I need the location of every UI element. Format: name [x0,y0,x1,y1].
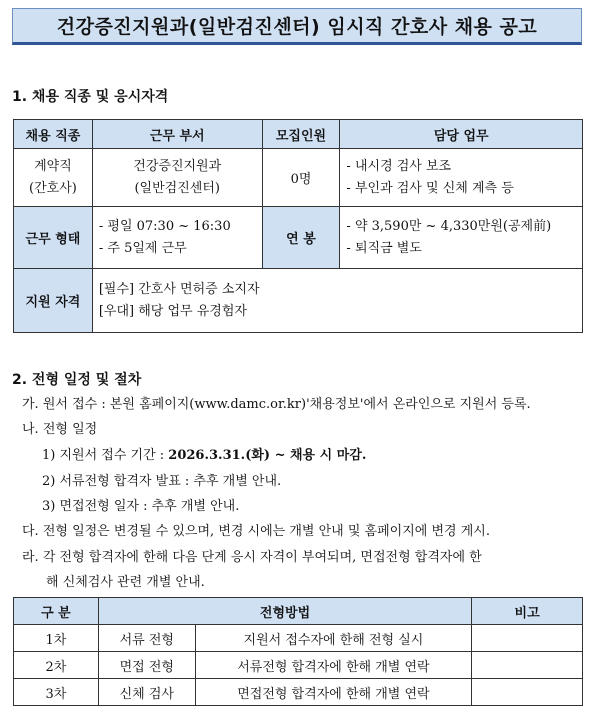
salary-label: 연 봉 [262,207,340,269]
recruitment-header-row [14,120,583,149]
schedule-step-1 [42,444,366,463]
work-form-cell [92,207,262,269]
stage-cell: 3차 [14,679,99,706]
schedule-line: 나. 전형 일정 [22,422,98,437]
selection-process-table [13,597,583,706]
duty-line: - 부인과 검사 및 신체 계측 등 [346,180,514,196]
work-form-line: - 평일 07:30 ~ 16:30 [98,218,231,234]
next-stage-note-cont: 해 신체검사 관련 개별 안내. [46,575,205,590]
work-salary-row [14,207,583,269]
process-row [14,679,583,706]
job-type-cell [14,149,93,207]
job-type-line: (간호사) [29,180,77,196]
department-cell [92,149,262,207]
work-form-line: - 주 5일제 근무 [98,240,187,256]
header-job-type: 채용 직종 [14,120,93,149]
department-line: 건강증진지원과 [133,158,222,174]
header-note: 비고 [472,598,583,625]
schedule-step-3: 3) 면접전형 일자 : 추후 개별 안내. [42,499,240,514]
next-stage-note: 라. 각 전형 합격자에 한해 다음 단계 응시 자격이 부여되며, 면접전형 합격자에 한 [22,550,482,565]
stage-cell: 1차 [14,625,99,652]
step1-label: 1) 지원서 접수 기간 : [42,448,169,463]
section2-heading: 2. 전형 일정 및 절차 [12,372,142,388]
desc-cell: 서류전형 합격자에 한해 개별 연락 [195,652,471,679]
header-department: 근무 부서 [92,120,262,149]
note-cell [472,625,583,652]
qualification-line: [우대] 해당 업무 유경험자 [98,303,247,319]
duties-cell [340,149,583,207]
duty-line: - 내시경 검사 보조 [346,158,452,174]
desc-cell: 면접전형 합격자에 한해 개별 연락 [195,679,471,706]
header-method: 전형방법 [98,598,471,625]
section1-heading: 1. 채용 직종 및 응시자격 [12,89,169,105]
method-cell: 서류 전형 [98,625,195,652]
process-header-row [14,598,583,625]
notice-title: 건강증진지원과(일반검진센터) 임시직 간호사 채용 공고 [12,8,582,45]
method-cell: 면접 전형 [98,652,195,679]
work-form-label: 근무 형태 [14,207,93,269]
qualification-line: [필수] 간호사 면허증 소지자 [98,281,260,297]
stage-cell: 2차 [14,652,99,679]
qualification-cell [92,269,582,333]
header-headcount: 모집인원 [262,120,340,149]
recruitment-table [13,119,583,333]
job-type-line: 계약직 [34,158,72,174]
qualification-row [14,269,583,333]
process-row [14,652,583,679]
header-stage: 구 분 [14,598,99,625]
application-deadline: 2026.3.31.(화) ~ 채용 시 마감. [168,448,367,463]
headcount-cell: 0명 [262,149,340,207]
header-duties: 담당 업무 [340,120,583,149]
apply-method-line: 가. 원서 접수 : 본원 홈페이지(www.damc.or.kr)'채용정보'에서 온라인으로 지원서 등록. [22,397,531,412]
method-cell: 신체 검사 [98,679,195,706]
recruitment-row [14,149,583,207]
process-row [14,625,583,652]
salary-cell [340,207,583,269]
desc-cell: 지원서 접수자에 한해 전형 실시 [195,625,471,652]
qualification-label: 지원 자격 [14,269,93,333]
note-cell [472,652,583,679]
schedule-change-note: 다. 전형 일정은 변경될 수 있으며, 변경 시에는 개별 안내 및 홈페이지에 변경 게시. [22,524,490,539]
note-cell [472,679,583,706]
salary-line: - 약 3,590만 ~ 4,330만원(공제前) [346,218,552,234]
salary-line: - 퇴직금 별도 [346,240,422,256]
department-line: (일반검진센터) [134,180,220,196]
schedule-step-2: 2) 서류전형 합격자 발표 : 추후 개별 안내. [42,474,282,489]
